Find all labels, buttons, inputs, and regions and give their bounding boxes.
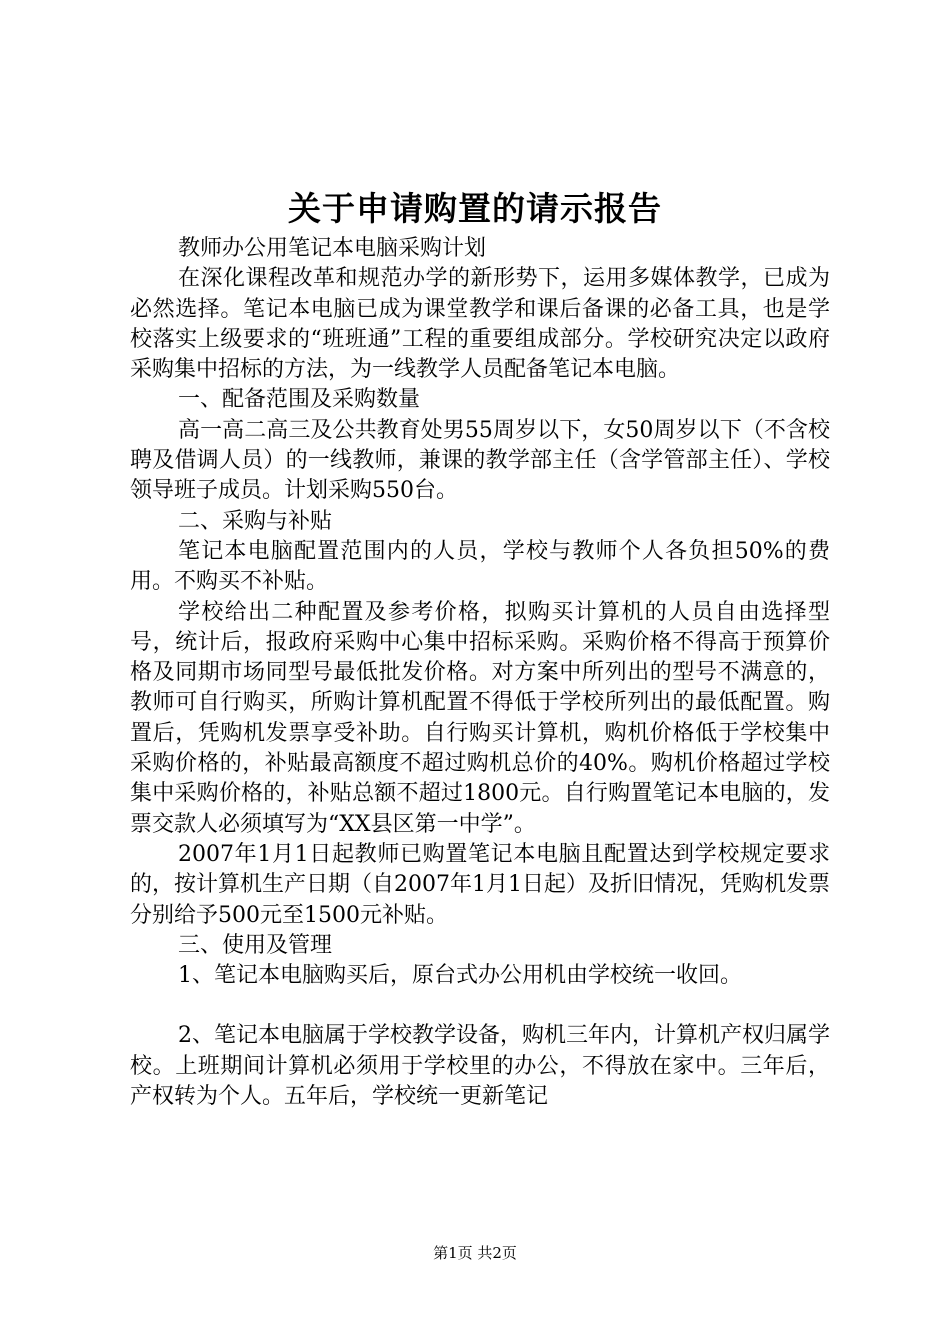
section-heading-1: 一、配备范围及采购数量 <box>178 387 421 413</box>
paragraph-rule-1: 1、笔记本电脑购买后，原台式办公用机由学校统一收回。 <box>178 963 742 989</box>
paragraph-cost-share: 笔记本电脑配置范围内的人员，学校与教师个人各负担50%的费用。不购买不补贴。 <box>130 538 830 595</box>
paragraph-rule-2: 2、笔记本电脑属于学校教学设备，购机三年内，计算机产权归属学校。上班期间计算机必须用于学校里的办公，不得放在家中。三年后，产权转为个人。五年后，学校统一更新笔记 <box>130 1023 830 1110</box>
paragraph-scope: 高一高二高三及公共教育处男55周岁以下，女50周岁以下（不含校聘及借调人员）的一线教师，兼课的教学部主任（含学管部主任）、学校领导班子成员。计划采购550台。 <box>130 417 830 504</box>
paragraph-subtitle: 教师办公用笔记本电脑采购计划 <box>178 236 487 261</box>
paragraph-prior-purchase: 2007年1月1日起教师已购置笔记本电脑且配置达到学校规定要求的，按计算机生产日期（自2007年1月1日起）及折旧情况，凭购机发票分别给予500元至1500元补贴。 <box>130 841 830 928</box>
paragraph-procurement: 学校给出二种配置及参考价格，拟购买计算机的人员自由选择型号，统计后，报政府采购中心集中招标采购。采购价格不得高于预算价格及同期市场同型号最低批发价格。对方案中所列出的型号不满意的，教师可自行购买，所购计算机配置不得低于学校所列出的最低配置。购置后，凭购机发票享受补助。自行购买计算机，购机价格低于学校集中采购价格的，补贴最高额度不超过购机总价的40%。购机价格超过学校集中采购价格的，补贴总额不超过1800元。自行购置笔记本电脑的，发票交款人必须填写为“XX县区第一中学”。 <box>130 599 830 837</box>
section-heading-3: 三、使用及管理 <box>178 932 333 958</box>
page-footer: 第1页 共2页 <box>433 1244 517 1262</box>
section-heading-2: 二、采购与补贴 <box>178 508 333 534</box>
paragraph-intro: 在深化课程改革和规范办学的新形势下，运用多媒体教学，已成为必然选择。笔记本电脑已成为课堂教学和课后备课的必备工具，也是学校落实上级要求的“班班通”工程的重要组成部分。学校研究决定以政府采购集中招标的方法，为一线教学人员配备笔记本电脑。 <box>130 266 830 383</box>
document-title: 关于申请购置的请示报告 <box>288 189 662 228</box>
document-body <box>130 234 830 1112</box>
